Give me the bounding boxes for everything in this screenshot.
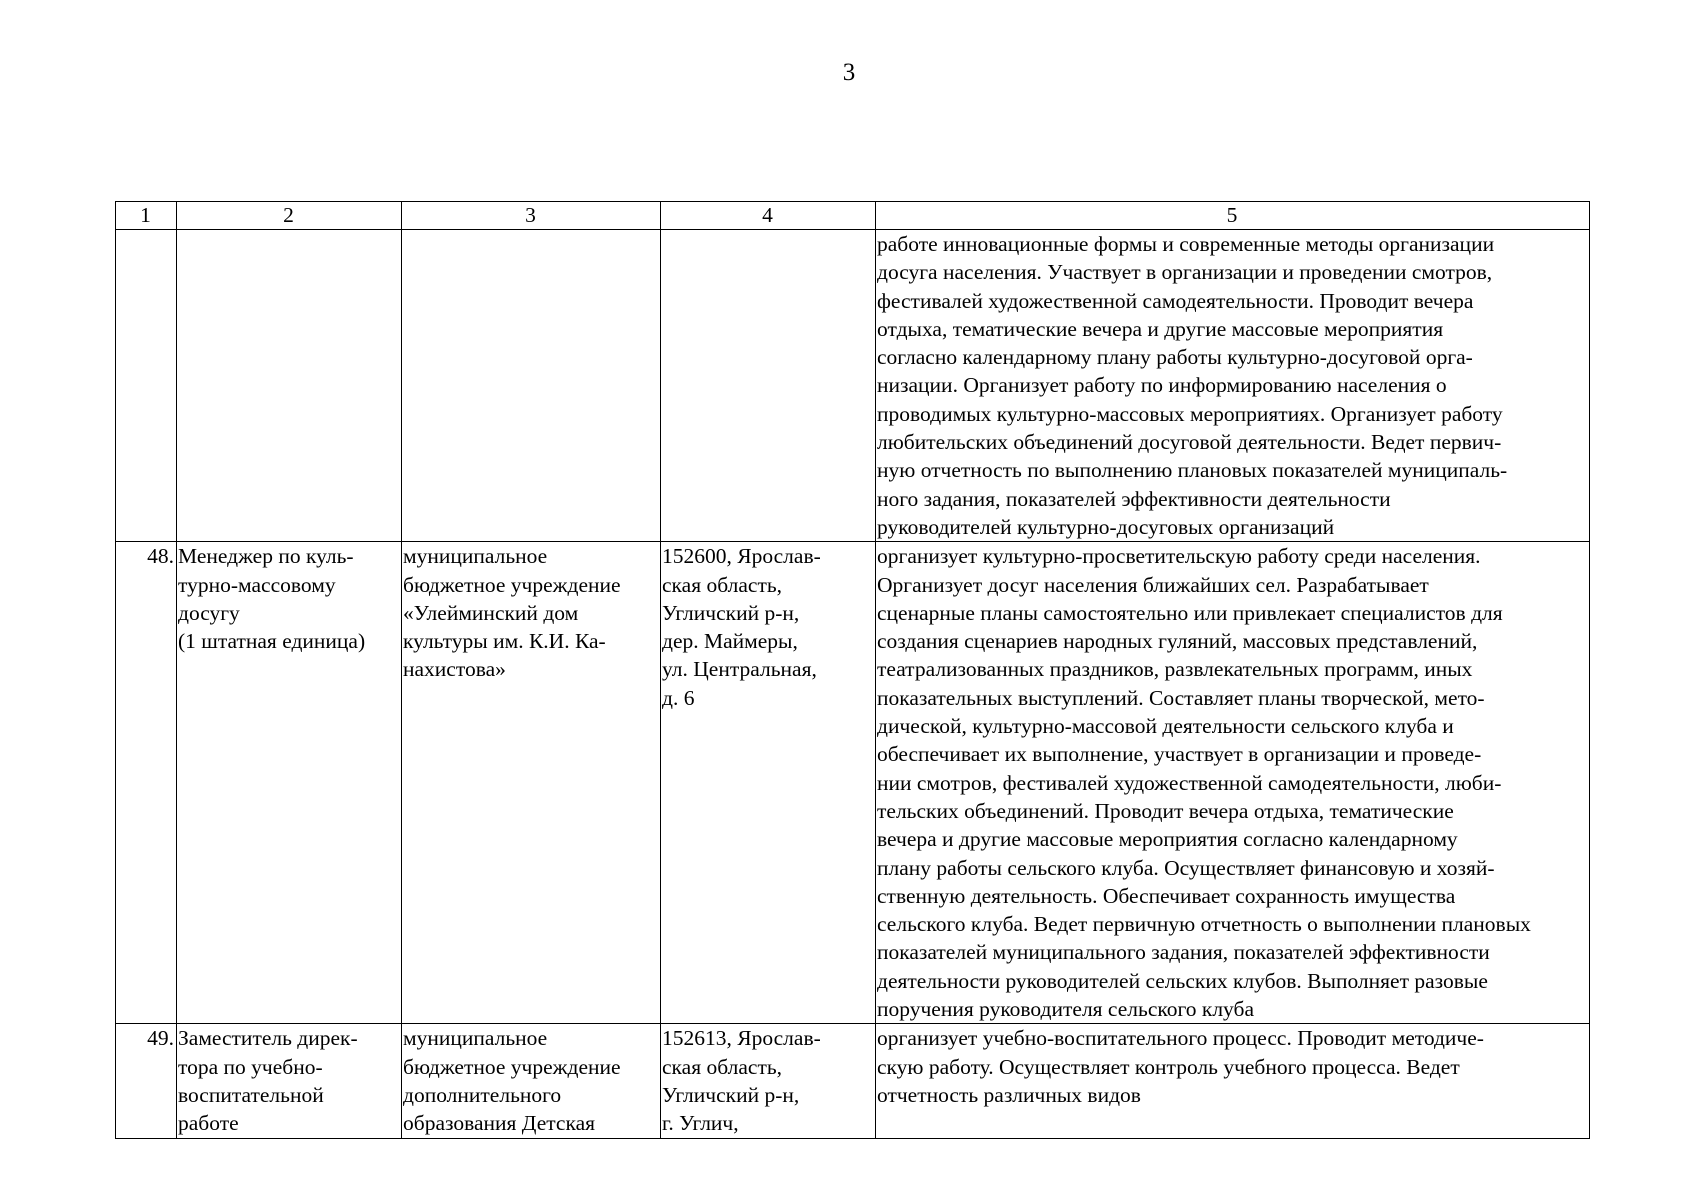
position-cell [177,542,402,1024]
text-line: организует культурно-просветительскую работу среди населения. [877,544,1481,569]
text-line: нии смотров, фестивалей художественной самодеятельности, люби- [877,770,1502,795]
row-number-cell [116,230,177,542]
text-line: скую работу. Осуществляет контроль учебного процесса. Ведет [877,1054,1460,1079]
text-line: ул. Центральная, [662,657,817,682]
text-line: ская область, [662,572,783,597]
text-line: муниципальное [403,1026,548,1051]
text-line: Угличский р-н, [662,600,800,625]
header-col-4: 4 [661,202,876,230]
text-line: бюджетное учреждение [403,572,621,597]
text-line: проводимых культурно-массовых мероприятиях. Организует работу [877,401,1503,426]
text-line: 152613, Ярослав- [662,1026,821,1051]
institution-cell [402,230,661,542]
header-col-1: 1 [116,202,177,230]
text-line: муниципальное [403,544,548,569]
text-line: сельского клуба. Ведет первичную отчетность о выполнении плановых [877,912,1531,937]
text-line: поручения руководителя сельского клуба [877,997,1254,1022]
text-line: согласно календарному плану работы культурно-досуговой орга- [877,345,1473,370]
text-line: воспитательной [178,1082,324,1107]
text-line: Угличский р-н, [662,1082,800,1107]
text-line: театрализованных праздников, развлекательных программ, иных [877,657,1473,682]
text-line: руководителей культурно-досуговых организаций [877,514,1335,539]
header-col-5: 5 [876,202,1590,230]
institution-cell [402,542,661,1024]
text-line: досуга населения. Участвует в организации и проведении смотров, [877,260,1493,285]
text-line: деятельности руководителей сельских клубов. Выполняет разовые [877,968,1488,993]
text-line: организует учебно-воспитательного процесс. Проводит методиче- [877,1026,1484,1051]
text-line: бюджетное учреждение [403,1054,621,1079]
position-cell [177,1024,402,1138]
table-row [116,542,1590,1024]
text-line: тельских объединений. Проводит вечера отдыха, тематические [877,798,1454,823]
text-line: Заместитель дирек- [178,1026,358,1051]
text-line: сценарные планы самостоятельно или привлекает специалистов для [877,600,1503,625]
row-number-cell: 48. [116,542,177,1024]
row-number-cell: 49. [116,1024,177,1138]
text-line: ного задания, показателей эффективности деятельности [877,486,1391,511]
duties-cell [876,1024,1590,1138]
text-line: д. 6 [662,685,695,710]
text-line: досугу [178,600,240,625]
address-cell [661,230,876,542]
address-cell [661,542,876,1024]
text-line: 152600, Ярослав- [662,544,821,569]
text-line: дер. Маймеры, [662,629,798,654]
text-line: работе [178,1111,239,1136]
institution-cell [402,1024,661,1138]
text-line: ская область, [662,1054,783,1079]
text-line: показательных выступлений. Составляет планы творческой, мето- [877,685,1485,710]
header-col-2: 2 [177,202,402,230]
text-line: отчетность различных видов [877,1082,1141,1107]
text-line: ную отчетность по выполнению плановых показателей муниципаль- [877,458,1508,483]
duties-cell [876,230,1590,542]
text-line: показателей муниципального задания, показателей эффективности [877,940,1490,965]
text-line: плану работы сельского клуба. Осуществляет финансовую и хозяй- [877,855,1495,880]
text-line: фестивалей художественной самодеятельности. Проводит вечера [877,288,1474,313]
header-col-3: 3 [402,202,661,230]
text-line: (1 штатная единица) [178,629,366,654]
text-line: работе инновационные формы и современные методы организации [877,232,1495,256]
text-line: ственную деятельность. Обеспечивает сохранность имущества [877,883,1456,908]
address-cell [661,1024,876,1138]
text-line: тора по учебно- [178,1054,323,1079]
text-line: дической, культурно-массовой деятельности сельского клуба и [877,714,1454,739]
text-line: г. Углич, [662,1111,739,1136]
text-line: любительских объединений досуговой деятельности. Ведет первич- [877,430,1502,455]
position-cell [177,230,402,542]
positions-table [115,201,1590,1139]
table-header-row [116,202,1590,230]
text-line: образования Детская [403,1111,596,1136]
text-line: вечера и другие массовые мероприятия согласно календарному [877,827,1458,852]
page-number: 3 [842,59,856,86]
text-line: культуры им. К.И. Ка- [403,629,606,654]
duties-cell [876,542,1590,1024]
text-line: турно-массовому [178,572,336,597]
text-line: Организует досуг населения ближайших сел. Разрабатывает [877,572,1429,597]
text-line: дополнительного [403,1082,562,1107]
text-line: обеспечивает их выполнение, участвует в организации и проведе- [877,742,1482,767]
table-row [116,1024,1590,1138]
text-line: отдыха, тематические вечера и другие массовые мероприятия [877,316,1444,341]
text-line: нахистова» [403,657,506,682]
text-line: низации. Организует работу по информированию населения о [877,373,1447,398]
text-line: Менеджер по куль- [178,544,354,569]
text-line: «Улейминский дом [403,600,579,625]
text-line: создания сценариев народных гуляний, массовых представлений, [877,629,1478,654]
table-row [116,230,1590,542]
